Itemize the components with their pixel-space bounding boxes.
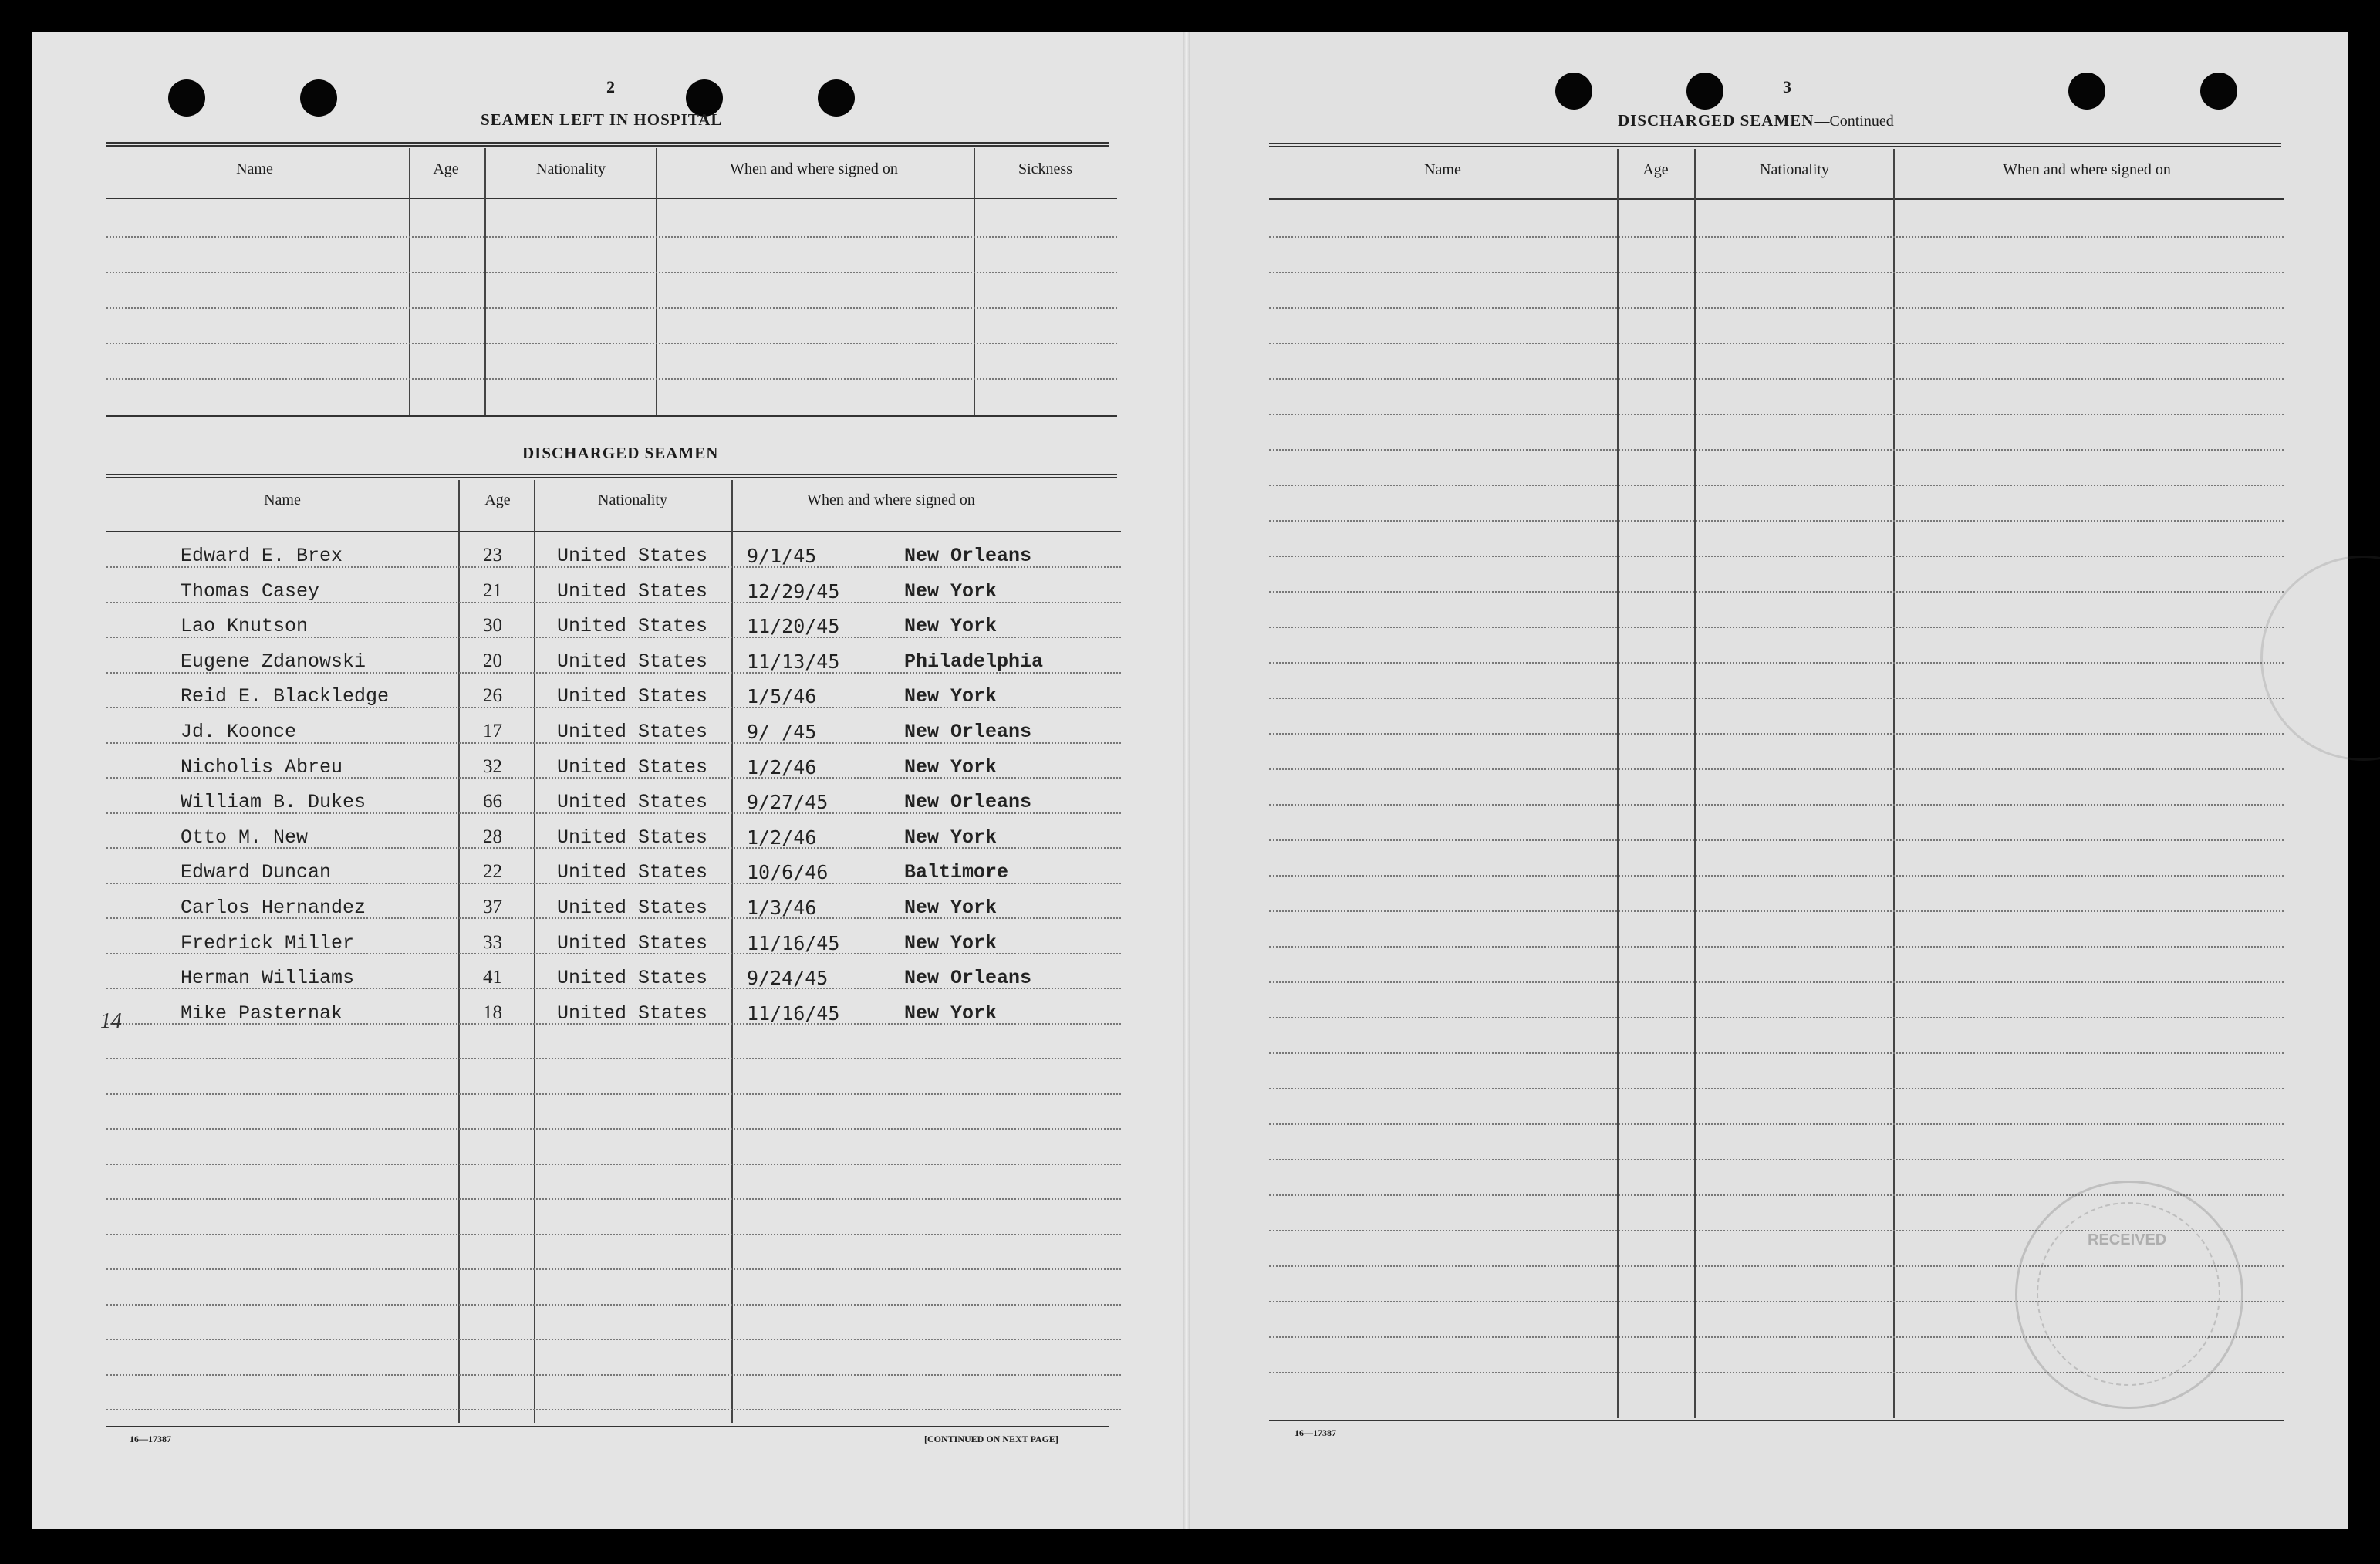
right-row-line — [1269, 1088, 2284, 1089]
discharged-name-cell: Jd. Koonce — [181, 721, 297, 743]
discharged-name-cell: Herman Williams — [181, 967, 355, 989]
right-col-nationality: Nationality — [1760, 161, 1829, 178]
discharged-name-cell: Edward Duncan — [181, 861, 332, 883]
right-table-top-rule — [1269, 143, 2281, 147]
form-number: 16—17387 — [130, 1434, 171, 1444]
page-number: 2 — [606, 77, 615, 96]
discharged-date-cell: 9/24/45 — [747, 967, 829, 989]
page-number: 3 — [1783, 77, 1791, 96]
right-col-age: Age — [1642, 161, 1669, 178]
discharged-continued-title-suffix: —Continued — [1814, 113, 1894, 130]
discharged-col-divider — [458, 480, 460, 1423]
discharged-age-cell: 32 — [483, 756, 502, 777]
discharged-age-cell: 18 — [483, 1002, 502, 1023]
discharged-continued-title — [1618, 111, 1894, 130]
right-row-line — [1269, 591, 2284, 593]
discharged-date-cell: 11/16/45 — [747, 932, 840, 954]
hospital-col-divider — [409, 148, 410, 417]
discharged-section-title: DISCHARGED SEAMEN — [522, 444, 719, 462]
discharged-place-cell: New York — [904, 685, 998, 708]
discharged-nationality-cell: United States — [557, 932, 708, 954]
discharged-place-cell: Philadelphia — [904, 650, 1044, 673]
discharged-age-cell: 37 — [483, 897, 502, 917]
discharged-table-bottom-rule — [106, 1426, 1109, 1427]
received-stamp-ring — [2037, 1202, 2220, 1386]
right-row-line — [1269, 839, 2284, 841]
discharged-date-cell: 1/5/46 — [747, 685, 817, 708]
hospital-row-line — [106, 307, 1117, 309]
discharged-row-line — [106, 1374, 1121, 1376]
hospital-table-header-rule — [106, 198, 1117, 199]
discharged-place-cell: New Orleans — [904, 791, 1032, 813]
discharged-place-cell: New York — [904, 756, 998, 779]
right-row-line — [1269, 272, 2284, 273]
discharged-name-cell: Mike Pasternak — [181, 1002, 343, 1025]
discharged-table-header-rule — [106, 531, 1121, 532]
right-col-divider — [1617, 149, 1619, 1418]
hospital-col-nationality: Nationality — [536, 160, 606, 177]
discharged-place-cell: New Orleans — [904, 545, 1032, 567]
right-row-line — [1269, 378, 2284, 380]
right-row-line — [1269, 1017, 2284, 1018]
right-col-divider — [1893, 149, 1895, 1418]
hospital-col-sickness: Sickness — [1018, 160, 1072, 177]
punch-hole — [300, 79, 337, 117]
discharged-nationality-cell: United States — [557, 791, 708, 813]
right-row-line — [1269, 236, 2284, 238]
hospital-row-line — [106, 236, 1117, 238]
discharged-age-cell: 21 — [483, 580, 502, 601]
right-row-line — [1269, 1159, 2284, 1160]
discharged-place-cell: New Orleans — [904, 721, 1032, 743]
discharged-row-line — [106, 1409, 1121, 1410]
discharged-name-cell: Edward E. Brex — [181, 545, 343, 567]
discharged-nationality-cell: United States — [557, 545, 708, 567]
hospital-col-signed-on: When and where signed on — [730, 160, 898, 177]
right-col-name: Name — [1424, 161, 1461, 178]
hospital-table-top-rule — [106, 142, 1109, 147]
discharged-date-cell: 9/1/45 — [747, 545, 817, 567]
discharged-col-name: Name — [264, 491, 301, 508]
discharged-age-cell: 30 — [483, 615, 502, 636]
discharged-nationality-cell: United States — [557, 650, 708, 673]
discharged-name-cell: Carlos Hernandez — [181, 897, 366, 919]
discharged-col-age: Age — [484, 491, 511, 508]
continued-note: [CONTINUED ON NEXT PAGE] — [924, 1434, 1058, 1444]
hospital-col-age: Age — [433, 160, 459, 177]
discharged-place-cell: New York — [904, 897, 998, 919]
discharged-age-cell: 17 — [483, 721, 502, 741]
right-row-line — [1269, 414, 2284, 415]
discharged-nationality-cell: United States — [557, 1002, 708, 1025]
punch-hole — [2200, 73, 2237, 110]
right-row-line — [1269, 804, 2284, 806]
discharged-nationality-cell: United States — [557, 756, 708, 779]
discharged-date-cell: 11/16/45 — [747, 1002, 840, 1025]
hospital-col-divider — [974, 148, 975, 417]
right-row-line — [1269, 698, 2284, 699]
discharged-row-line — [106, 1234, 1121, 1235]
received-stamp-text: RECEIVED — [2088, 1231, 2167, 1248]
hospital-row-line — [106, 272, 1117, 273]
discharged-date-cell: 1/2/46 — [747, 756, 817, 779]
punch-hole — [1555, 73, 1592, 110]
discharged-name-cell: William B. Dukes — [181, 791, 366, 813]
discharged-nationality-cell: United States — [557, 967, 708, 989]
discharged-name-cell: Reid E. Blackledge — [181, 685, 390, 708]
discharged-age-cell: 23 — [483, 545, 502, 566]
discharged-date-cell: 1/3/46 — [747, 897, 817, 919]
right-row-line — [1269, 981, 2284, 983]
discharged-name-cell: Otto M. New — [181, 826, 309, 849]
discharged-name-cell: Fredrick Miller — [181, 932, 355, 954]
discharged-name-cell: Eugene Zdanowski — [181, 650, 366, 673]
discharged-nationality-cell: United States — [557, 861, 708, 883]
discharged-place-cell: New York — [904, 1002, 998, 1025]
discharged-name-cell: Thomas Casey — [181, 580, 320, 603]
discharged-date-cell: 10/6/46 — [747, 861, 829, 883]
punch-hole — [2068, 73, 2105, 110]
discharged-age-cell: 22 — [483, 861, 502, 882]
discharged-continued-title-main: DISCHARGED SEAMEN — [1618, 111, 1815, 130]
right-table-header-rule — [1269, 198, 2284, 200]
discharged-table-top-rule — [106, 474, 1117, 478]
punch-hole — [168, 79, 205, 117]
discharged-age-cell: 33 — [483, 932, 502, 953]
right-row-line — [1269, 343, 2284, 344]
discharged-date-cell: 9/ /45 — [747, 721, 817, 743]
discharged-age-cell: 20 — [483, 650, 502, 671]
discharged-nationality-cell: United States — [557, 685, 708, 708]
discharged-date-cell: 1/2/46 — [747, 826, 817, 849]
discharged-row-line — [106, 1058, 1121, 1059]
right-table-bottom-rule — [1269, 1420, 2284, 1421]
right-row-line — [1269, 946, 2284, 948]
right-row-line — [1269, 875, 2284, 877]
margin-tally-mark: 14 — [100, 1009, 122, 1033]
discharged-nationality-cell: United States — [557, 826, 708, 849]
discharged-col-signed-on: When and where signed on — [807, 491, 975, 508]
punch-hole — [818, 79, 855, 117]
right-row-line — [1269, 662, 2284, 664]
discharged-age-cell: 28 — [483, 826, 502, 847]
right-row-line — [1269, 768, 2284, 770]
right-row-line — [1269, 627, 2284, 628]
discharged-row-line — [106, 1304, 1121, 1306]
hospital-col-divider — [484, 148, 486, 417]
right-row-line — [1269, 307, 2284, 309]
discharged-place-cell: New York — [904, 932, 998, 954]
right-row-line — [1269, 449, 2284, 451]
page-fold — [1183, 32, 1190, 1529]
discharged-place-cell: New York — [904, 615, 998, 637]
hospital-col-divider — [656, 148, 657, 417]
right-col-signed-on: When and where signed on — [2003, 161, 2171, 178]
discharged-row-line — [106, 1339, 1121, 1340]
discharged-date-cell: 11/20/45 — [747, 615, 840, 637]
discharged-age-cell: 66 — [483, 791, 502, 812]
discharged-row-line — [106, 1198, 1121, 1200]
discharged-name-cell: Lao Knutson — [181, 615, 309, 637]
discharged-place-cell: Baltimore — [904, 861, 1009, 883]
right-row-line — [1269, 1123, 2284, 1125]
discharged-col-divider — [731, 480, 733, 1423]
hospital-table-bottom-rule — [106, 415, 1117, 417]
right-row-line — [1269, 520, 2284, 522]
right-row-line — [1269, 733, 2284, 735]
form-number: 16—17387 — [1295, 1427, 1336, 1438]
right-row-line — [1269, 485, 2284, 486]
discharged-date-cell: 11/13/45 — [747, 650, 840, 673]
discharged-name-cell: Nicholis Abreu — [181, 756, 343, 779]
discharged-age-cell: 41 — [483, 967, 502, 988]
punch-hole — [1686, 73, 1723, 110]
discharged-age-cell: 26 — [483, 685, 502, 706]
discharged-row-line — [106, 1093, 1121, 1095]
right-row-line — [1269, 1052, 2284, 1054]
discharged-col-divider — [534, 480, 535, 1423]
discharged-place-cell: New Orleans — [904, 967, 1032, 989]
discharged-place-cell: New York — [904, 580, 998, 603]
hospital-row-line — [106, 343, 1117, 344]
discharged-row-line — [106, 1164, 1121, 1165]
discharged-date-cell: 9/27/45 — [747, 791, 829, 813]
hospital-section-title: SEAMEN LEFT IN HOSPITAL — [481, 110, 723, 129]
discharged-place-cell: New York — [904, 826, 998, 849]
discharged-nationality-cell: United States — [557, 615, 708, 637]
discharged-date-cell: 12/29/45 — [747, 580, 840, 603]
discharged-nationality-cell: United States — [557, 580, 708, 603]
discharged-col-nationality: Nationality — [598, 491, 667, 508]
discharged-row-line — [106, 1128, 1121, 1130]
right-row-line — [1269, 910, 2284, 912]
right-col-divider — [1694, 149, 1696, 1418]
hospital-col-name: Name — [236, 160, 273, 177]
right-row-line — [1269, 556, 2284, 557]
hospital-row-line — [106, 378, 1117, 380]
discharged-nationality-cell: United States — [557, 721, 708, 743]
discharged-row-line — [106, 1268, 1121, 1270]
discharged-nationality-cell: United States — [557, 897, 708, 919]
